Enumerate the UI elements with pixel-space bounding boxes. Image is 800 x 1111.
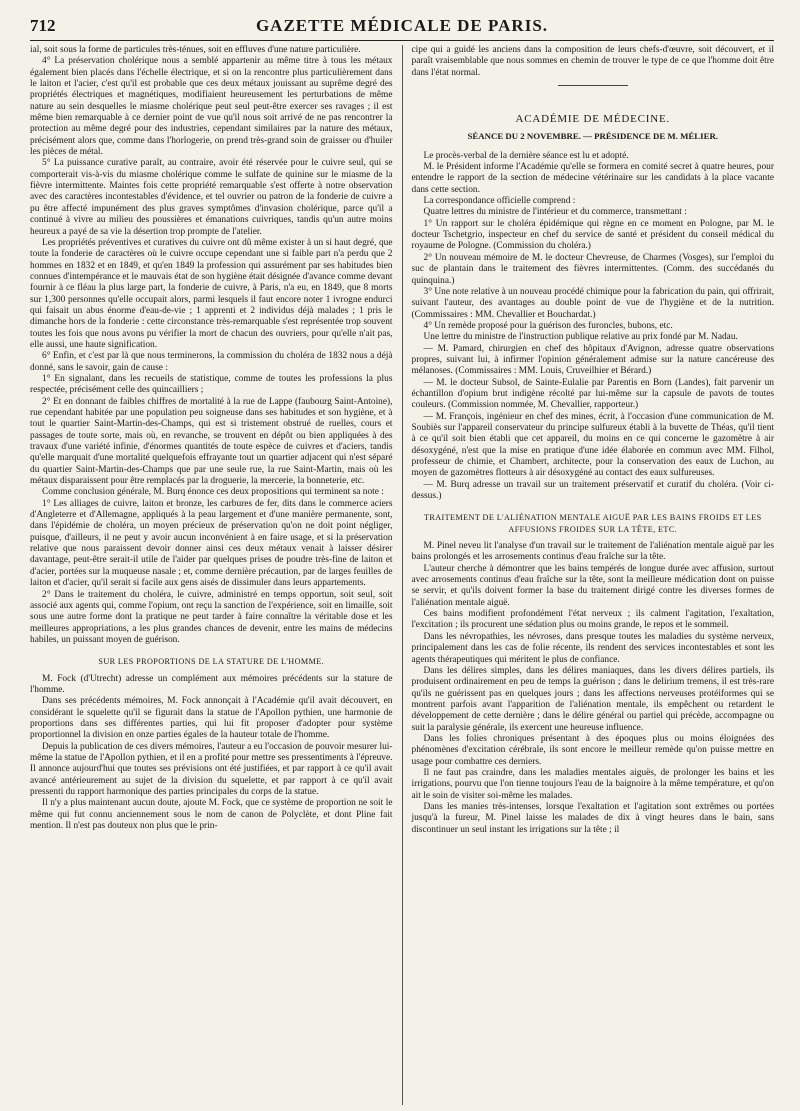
left-paragraphs-2 [30, 674, 393, 833]
paragraph: — M. Burq adresse un travail sur un traitement préservatif et curatif du choléra. (Voir ci-dessus.) [411, 479, 774, 502]
paragraph: 1° Les alliages de cuivre, laiton et bronze, les carbures de fer, dits dans le commerce aciers d'Angleterre et d'Allemagne, appliqués à la peau largement et d'une manière permanente, sont, dans l'épidémie de choléra, un moyen précieux de préservation qu'on ne doit point négliger, puisque, d'ailleurs, il ne peut y avoir aucun inconvénient à en faire usage, et si la préservation relative que nous paraissent devoir donner ainsi ces deux métaux venait à laisser désirer davantage, peut-être serait-il utile de l'aider par quelques prises de poudre très-fine de laiton et d'acier, portées sur la muqueuse nasale ; et, comme dernière précaution, par de larges feuilles de laiton et d'acier, qu'il serait si facile aux gens aisés de dissimuler dans leurs appartements. [30, 498, 393, 589]
columns [30, 45, 774, 1105]
paragraph: 1° Un rapport sur le choléra épidémique qui règne en ce moment en Pologne, par M. le docteur Tschetgrio, inspecteur en chef du service de santé et président du conseil médical du royaume de Pologne. (Commission du choléra.) [411, 218, 774, 252]
paragraph: Dans les manies très-intenses, lorsque l'exaltation et l'agitation sont extrêmes ou portées jusqu'à la fureur, M. Pinel laisse les malades de dix à vingt heures dans le bain, sans discontinuer un seul instant les irrigations sur la tête ; il [411, 801, 774, 835]
paragraph: Les propriétés préventives et curatives du cuivre ont dû même exister à un si haut degré, que toute la fonderie de caractères où le cuivre occupe cependant une si faible part n'a perdu que 2 hommes en 1832 et en 1849, et qu'en 1849 la profession qui assurément par ses habitudes bien connues d'intempérance et le mauvais état de son hygiène était désignée d'avance comme devant fournir à ce fléau la plus large part, la fonderie de cuivre, à Paris, n'a eu, en 1849, que 8 morts sur 1,300 personnes qu'elle occupait alors, parmi lesquels il faut encore noter 1 ivrogne endurci qui faisait un abus énorme d'eau-de-vie ; 1 apprenti et 2 individus déjà malades ; 1 pris le dimanche hors de la fonderie : cette circonstance très-remarquable s'est représentée trop souvent toutes les fois que nous avons pu vérifier la mort de chacun des ouvriers, pour qu'elle n'ait pas, elle aussi, une haute signification. [30, 237, 393, 350]
paragraph: Une lettre du ministre de l'instruction publique relative au prix fondé par M. Nadau. [423, 332, 738, 343]
right-paragraphs-3 [412, 541, 775, 836]
paragraph: 5° La puissance curative paraît, au contraire, avoir été réservée pour le cuivre seul, qui se comporterait vis-à-vis du miasme cholérique comme le sulfate de quinine sur le miasme de la fièvre intermittente. Maintes fois cette propriété remarquable s'est offerte à notre observation avec des caractères incontestables d'évidence, et tel ouvrier ou patron de la fonderie de cuivre a pu être affecté impunément des plus graves symptômes d'invasion cholérique, parce qu'il a continué à vivre au milieu des poussières et émanations cuivriques, tandis qu'un autre moins heureux a payé de sa vie la désertion trop prompte de l'atelier. [30, 158, 393, 237]
paragraph: Depuis la publication de ces divers mémoires, l'auteur a eu l'occasion de pouvoir mesurer lui-même la statue de l'Apollon pythien, et il en a profité pour mettre ses pressentiments à l'épreuve. Il annonce aujourd'hui que toutes ses prévisions ont été justifiées, et par rapport à ce qu'il avait avancé antérieurement au sujet de la division du squelette, et par rapport à ce qu'il avait pressenti du rapport harmonique des parties principales du corps de la statue. [30, 741, 393, 797]
paragraph: Dans les délires simples, dans les délires maniaques, dans les divers délires partiels, ils produisent ordinairement en peu de temps la guérison ; dans le delirium tremens, il est très-rare qu'ils ne guérissent pas en quelques jours ; dans les affections nerveuses protéiformes qui se montrent parfois avant l'apparition de l'aliénation mentale, ils empêchent ou retardent le développement de cette dernière ; dans le délire général ou partiel qui précède, accompagne ou suit la paralysie générale, ils exercent une heureuse influence. [411, 665, 774, 733]
paragraph: — M. Pamard, chirurgien en chef des hôpitaux d'Avignon, adresse quatre observations propres, suivant lui, à infirmer l'opinion généralement admise sur la nature cancéreuse des mélanoses. (Commissaires : MM. Louis, Cruveilhier et Bérard.) [411, 343, 774, 377]
paragraph: cipe qui a guidé les anciens dans la composition de leurs chefs-d'œuvre, soit découvert, et il paraît vraisemblable que nous sommes en chemin de trouver le type de ce que l'homme doit être dans l'état normal. [411, 45, 774, 78]
session-subheading: SÉANCE DU 2 NOVEMBRE. — PRÉSIDENCE DE M. MÉLIER. [467, 131, 718, 142]
journal-title: GAZETTE MÉDICALE DE PARIS. [255, 16, 549, 35]
paragraph: M. Pinel neveu lit l'analyse d'un travail sur le traitement de l'aliénation mentale aiguë par les bains prolongés et les arrosements continus d'eau fraîche sur la tête. [411, 541, 774, 563]
paragraph: Il ne faut pas craindre, dans les maladies mentales aiguës, de prolonger les bains et les irrigations, pourvu que l'on tienne toujours l'eau de la baignoire à la même température, et qu'on ait le soin de visiter soi-même les malades. [411, 767, 774, 801]
page-number: 712 [30, 16, 56, 35]
paragraph: M. Fock (d'Utrecht) adresse un complément aux mémoires précédents sur la stature de l'homme. [30, 673, 393, 695]
paragraph: 3° Une note relative à un nouveau procédé chimique pour la fabrication du pain, qui offrirait, suivant l'auteur, des avantages au double point de vue de l'hygiène et de la nutrition. (Commissaires : MM. Chevallier et Bouchardat.) [411, 286, 774, 320]
paragraph: Ces bains modifient profondément l'état nerveux ; ils calment l'agitation, l'exaltation, l'excitation ; ils procurent une sédation plus ou moins grande, le repos et le sommeil. [411, 609, 774, 631]
paragraph: La correspondance officielle comprend : [423, 196, 576, 207]
paragraph: M. le Président informe l'Académie qu'elle se formera en comité secret à quatre heures, pour entendre le rapport de la section de médecine vétérinaire sur les candidats à la place vacante dans cette section. [411, 162, 774, 195]
page-header [30, 16, 774, 41]
section-heading-stature: SUR LES PROPORTIONS DE LA STATURE DE L'HOMME. [98, 657, 325, 667]
paragraph: ial, soit sous la forme de particules très-ténues, soit en effluves d'une nature particulière. [30, 45, 361, 55]
section-heading-academie: ACADÉMIE DE MÉDECINE. [515, 113, 671, 126]
paragraph: Comme conclusion générale, M. Burq énonce ces deux propositions qui terminent sa note : [42, 487, 384, 498]
divider [558, 85, 628, 86]
right-paragraphs-2 [412, 151, 775, 503]
paragraph: Dans les névropathies, les névroses, dans presque toutes les maladies du système nerveux, principalement dans les cas de folie récente, ils rendent des services incontestables et sont les agents thérapeutiques qui méritent le plus de confiance. [411, 631, 774, 665]
paragraph: Le procès-verbal de la dernière séance est lu et adopté. [423, 150, 629, 161]
paragraph: — M. François, ingénieur en chef des mines, écrit, à l'occasion d'une communication de M. Soubiès sur l'appareil conservateur du principe sulfureux établi à la buvette de Théas, qu'il tient à ce qu'il soit bien établi que cet appareil, du moins en ce qui concerne le gazomètre à air désoxygéné, n'est que la mise en pratique d'une idée élaborée en commun avec MM. Filhol, professeur de chimie, et Chambert, architecte, pour la conservation des eaux de Luchon, au moyen de gazomètres flotteurs à air désoxygéné au contact des eaux sulfureuses. [411, 411, 774, 479]
paragraph: 4° La préservation cholérique nous a semblé appartenir au même titre à tous les métaux également bien placés dans l'échelle électrique, et si on la rencontre plus particulièrement dans le laiton et l'acier, c'est qu'il est probable que ces deux métaux jouissant au suprême degré des propriétés électriques et magnétiques, modifiaient heureusement les perturbations de même nature au sein desquelles le miasme cholérique peut seul peut-être exercer ses ravages ; il est même bien remarquable à ce dernier point de vue qu'il nous soit arrivé de ne pas rencontrer la protection au même degré pour des industries, cependant similaires par la nature des métaux, précisément alors que, comme dans l'horlogerie, on prend très-grand soin de graisser ou d'huiler les pièces de métal. [30, 56, 393, 158]
left-paragraphs [30, 45, 393, 646]
paragraph: 6° Enfin, et c'est par là que nous terminerons, la commission du choléra de 1832 nous a déjà donné, sans le savoir, gain de cause : [30, 351, 393, 373]
paragraph: 2° Et en donnant de faibles chiffres de mortalité à la rue de Lappe (faubourg Saint-Antoine), rue cependant habitée par une population peu soigneuse dans ses habitudes et son hygiène, et à tout le quartier Saint-Martin-des-Champs, qui est si tristement obstrué de ruelles, cours et passages de toute sorte, mais où, en revanche, se trouvent en dépôt ou bien appliquées à des travaux d'une variété infinie, d'énormes quantités de toute espèce de cuivres et d'aciers, tandis qu'elle marquait d'une mortalité quelquefois effrayante tout un quartier adjacent qui n'est séparé du quartier Saint-Martin-des-Champs que par une seule rue, la rue Saint-Martin, mais où les métaux disparaissent pour être remplacés par la droguerie, la mercerie, la bonneterie, etc. [30, 396, 393, 487]
paragraph: Dans ses précédents mémoires, M. Fock annonçait à l'Académie qu'il avait découvert, en considérant le squelette qu'il se figurait dans la statue de l'Apollon pythien, une harmonie de proportions dans ses différentes parties, qui lui fit proposer d'adopter pour système proportionnel la division en onze parties égales de la hauteur totale de l'homme. [30, 696, 393, 741]
paragraph: Il n'y a plus maintenant aucun doute, ajoute M. Fock, que ce système de proportion ne soit le même qui fut connu anciennement sous le nom de canon de Polyclète, et dont Pline fait mention. Il n'est pas douteux non plus que le prin- [30, 798, 393, 832]
paragraph: 1° En signalant, dans les recueils de statistique, comme de toutes les professions la plus respectée, précisément celle des quincailliers ; [30, 373, 393, 396]
section-heading-alienation: TRAITEMENT DE L'ALIÉNATION MENTALE AIGUË PAR LES BAINS FROIDS ET LES AFFUSIONS FROIDES SUR LA TÊTE, ETC. [423, 513, 762, 534]
paragraph: 2° Dans le traitement du choléra, le cuivre, administré en temps opportun, soit seul, soit associé aux agents qui, comme l'opium, ont reçu la sanction de l'expérience, soit en limaille, soit sous une autre forme dont la pratique ne peut tarder à faire connaître la véritable dose et les meilleures appropriations, a les plus grandes chances de devenir, entre les mains de médecins habiles, un puissant moyen de guérison. [30, 589, 393, 645]
paragraph: — M. le docteur Subsol, de Sainte-Eulalie par Parentis en Born (Landes), fait parvenir un échantillon d'opium brut indigène récolté par lui-même sur la capsule de pavots de toutes couleurs. (Commission nommée, M. Chevallier, rapporteur.) [411, 377, 774, 411]
right-column [403, 45, 775, 1105]
paragraph: Dans les folies chroniques présentant à des époques plus ou moins éloignées des phénomènes d'excitation cérébrale, ils sont encore le meilleur remède qu'on puisse mettre en usage pour combattre ces derniers. [411, 733, 774, 767]
paragraph: 2° Un nouveau mémoire de M. le docteur Chevreuse, de Charmes (Vosges), sur l'emploi du suc de plantain dans le traitement des fièvres intermittentes. (Comm. des succédanés du quinquina.) [411, 252, 774, 286]
paragraph: 4° Un remède proposé pour la guérison des furoncles, bubons, etc. [423, 320, 673, 331]
left-column [30, 45, 403, 1105]
paragraph: L'auteur cherche à démontrer que les bains tempérés de longue durée avec affusion, surtout avec arrosements continus d'eau fraîche sur la tête, sont la meilleure médication dont on puisse se servir, et qu'ils doivent former la base du traitement dirigé contre les diverses formes de l'aliénation mentale aiguë. [411, 563, 774, 608]
paragraph: Quatre lettres du ministre de l'intérieur et du commerce, transmettant : [423, 207, 687, 218]
